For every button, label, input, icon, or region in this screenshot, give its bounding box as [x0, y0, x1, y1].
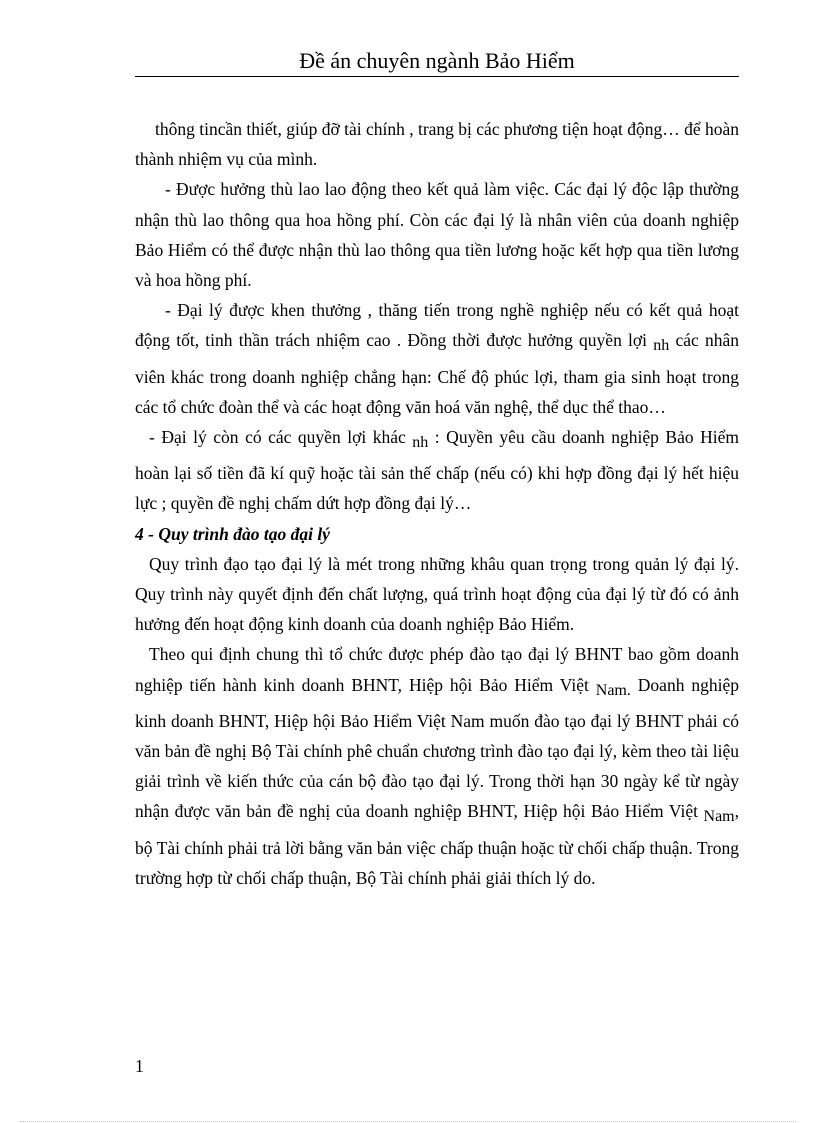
header-divider [135, 76, 739, 77]
paragraph-6-part-b: Doanh nghiệp kinh doanh BHNT, Hiệp hội Bảo Hiểm Việt Nam muốn đào tạo đại lý BHNT phải có văn bản đề nghị Bộ Tài chính phê chuẩn chương trình đào tạo đại lý, kèm theo tài liệu giải trình về kiến thức của cán bộ đào tạo đại lý. Trong thời hạn 30 ngày kể từ ngày nhận được văn bản đề nghị của doanh nghiệp BHNT, Hiệp hội Bảo Hiểm Việt [135, 674, 739, 822]
paragraph-6-subscript-1: Nam. [595, 681, 631, 699]
paragraph-2: - Được hưởng thù lao lao động theo kết quả làm việc. Các đại lý độc lập thường nhận thù lao thông qua hoa hồng phí. Còn các đại lý là nhân viên của doanh nghiệp Bảo Hiểm có thể được nhận thù lao thông qua tiền lương hoặc kết hợp qua tiền lương và hoa hồng phí. [135, 179, 739, 291]
paragraph-6-part-c: , bộ Tài chính phải trả lời bằng văn bản việc chấp thuận hoặc từ chối chấp thuận. Trong trường hợp từ chối chấp thuận, Bộ Tài chính phải giải thích lý do. [135, 801, 739, 888]
paragraph-3-part-a: - Đại lý được khen thưởng , thăng tiến trong nghề nghiệp nếu có kết quả hoạt động tốt, tinh thần trách nhiệm cao . Đồng thời được hưởng quyền lợi [135, 300, 739, 351]
section-heading: 4 - Quy trình đào tạo đại lý [135, 523, 330, 544]
paragraph-3-subscript: nh [653, 337, 670, 355]
paragraph-6-part-a: Theo qui định chung thì tổ chức được phép đào tạo đại lý BHNT bao gồm doanh nghiệp tiến hành kinh doanh BHNT, Hiệp hội Bảo Hiểm Việt [135, 644, 739, 695]
paragraph-6 [135, 639, 739, 893]
page-header-title: Đề án chuyên ngành Bảo Hiểm [299, 48, 575, 73]
paragraph-3 [135, 295, 739, 422]
paragraph-4-part-a: - Đại lý còn có các quyền lợi khác [149, 427, 413, 448]
paragraph-5: Quy trình đạo tạo đại lý là mét trong những khâu quan trọng trong quản lý đại lý. Quy trình này quyết định đến chất lượng, quá trình hoạt động của đại lý từ đó có ảnh hưởng đến hoạt động kinh doanh của doanh nghiệp Bảo Hiểm. [135, 553, 739, 635]
page-number: 1 [135, 1056, 144, 1076]
footer-divider [20, 1121, 796, 1122]
paragraph-1: thông tincần thiết, giúp đỡ tài chính , trang bị các phương tiện hoạt động… để hoàn thành nhiệm vụ của mình. [135, 119, 739, 170]
document-body [135, 114, 739, 893]
paragraph-3-part-b: các nhân viên khác trong doanh nghiệp chẳng hạn: Chế độ phúc lợi, tham gia sinh hoạt trong các tổ chức đoàn thể và các hoạt động văn hoá văn nghệ, thể dục thể thao… [135, 330, 739, 417]
paragraph-4-subscript: nh [412, 434, 429, 452]
paragraph-4-part-b: : Quyền yêu cầu doanh nghiệp Bảo Hiểm hoàn lại số tiền đã kí quỹ hoặc tài sản thế chấp (nếu có) khi hợp đồng đại lý hết hiệu lực ; quyền đề nghị chấm dứt hợp đồng đại lý… [135, 427, 739, 514]
paragraph-4 [135, 422, 739, 519]
paragraph-6-subscript-2: Nam [703, 808, 735, 826]
